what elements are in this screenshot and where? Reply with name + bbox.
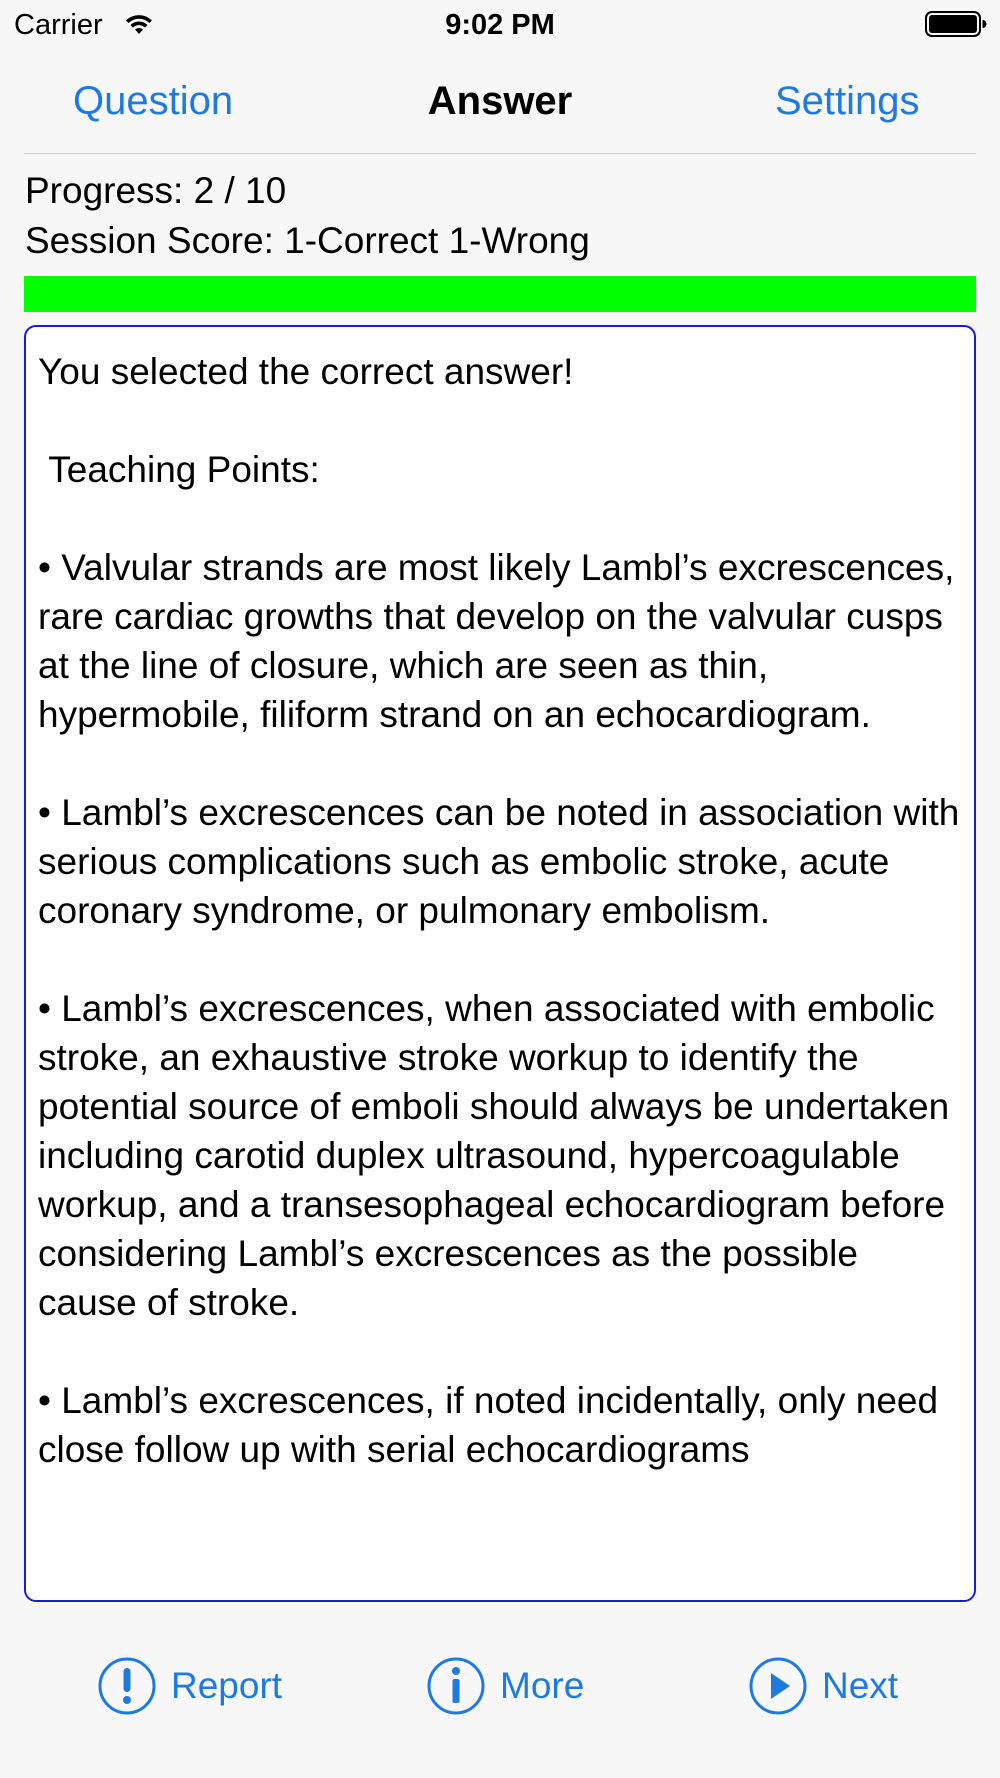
more-label: More: [500, 1665, 585, 1706]
next-button[interactable]: [748, 1654, 898, 1718]
battery-icon: [925, 10, 987, 38]
answer-text: You selected the correct answer! Teaching Points: • Valvular strands are most likely Lambl’s excrescences, rare cardiac growths that develop on the valvular cusps at the line of closure, which are seen as thin, hypermobile, filiform strand on an echocardiogram. • Lambl’s excrescences can be noted in association with serious complications such as embolic stroke, acute coronary syndrome, or pulmonary embolism. • Lambl’s excrescences, when associated with embolic stroke, an exhaustive stroke workup to identify the potential source of emboli should always be undertaken including carotid duplex ultrasound, hypercoagulable workup, and a transesophageal echocardiogram before considering Lambl’s excrescences as the possible cause of stroke. • Lambl’s excrescences, if noted incidentally, only need close follow up with serial echocardiograms: [38, 351, 960, 1470]
next-label: Next: [822, 1665, 899, 1706]
progress-label: Progress: 2 / 10: [25, 170, 287, 211]
nav-divider: [24, 153, 976, 154]
answer-text-view[interactable]: [24, 325, 976, 1602]
carrier-label: Carrier: [14, 9, 103, 41]
report-label: Report: [171, 1665, 283, 1706]
progress-bar: [24, 276, 976, 312]
page-title: Answer: [427, 79, 573, 123]
play-circle-icon: [748, 1656, 808, 1716]
tab-question[interactable]: Question: [73, 79, 234, 123]
tab-settings[interactable]: Settings: [775, 79, 920, 123]
report-button[interactable]: [97, 1654, 282, 1718]
status-bar: [0, 0, 1000, 50]
session-score-label: Session Score: 1-Correct 1-Wrong: [25, 220, 590, 261]
nav-bar: [0, 52, 1000, 152]
info-circle-icon: [426, 1656, 486, 1716]
clock: 9:02 PM: [445, 9, 555, 41]
more-button[interactable]: [426, 1654, 584, 1718]
bottom-toolbar: [0, 1640, 1000, 1730]
exclamation-circle-icon: [97, 1656, 157, 1716]
